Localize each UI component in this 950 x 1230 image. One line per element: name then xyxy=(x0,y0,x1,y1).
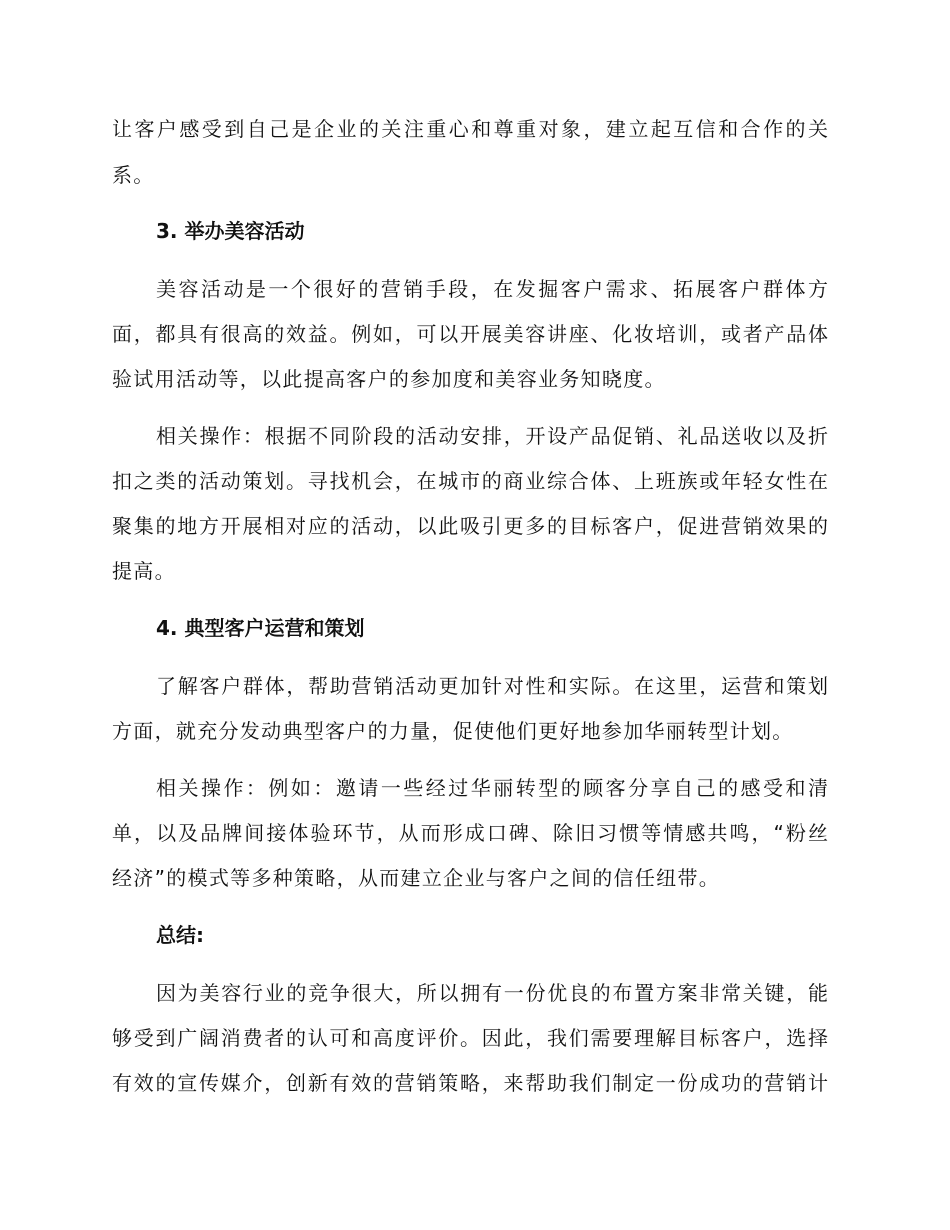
paragraph-line: 提高。 xyxy=(112,559,176,583)
paragraph-line: 方面，就充分发动典型客户的力量，促使他们更好地参加华丽转型计划。 xyxy=(112,719,794,743)
section-heading-3: 3. 举办美容活动 xyxy=(156,219,305,243)
paragraph-line: 聚集的地方开展相对应的活动，以此吸引更多的目标客户，促进营销效果的 xyxy=(112,514,828,538)
paragraph-line: 单，以及品牌间接体验环节，从而形成口碑、除旧习惯等情感共鸣，“粉丝 xyxy=(112,821,828,845)
paragraph-line: 经济”的模式等多种策略，从而建立企业与客户之间的信任纽带。 xyxy=(112,866,721,890)
paragraph-line: 系。 xyxy=(112,163,155,187)
section-heading-4: 4. 典型客户运营和策划 xyxy=(156,616,365,640)
paragraph-line: 了解客户群体，帮助营销活动更加针对性和实际。在这里，运营和策划 xyxy=(156,674,828,698)
paragraph-line: 有效的宣传媒介，创新有效的营销策略，来帮助我们制定一份成功的营销计 xyxy=(112,1071,828,1095)
paragraph-line: 让客户感受到自己是企业的关注重心和尊重对象，建立起互信和合作的关 xyxy=(112,117,828,141)
paragraph-line: 面，都具有很高的效益。例如，可以开展美容讲座、化妆培训，或者产品体 xyxy=(112,322,828,346)
paragraph-line: 验试用活动等，以此提高客户的参加度和美容业务知晓度。 xyxy=(112,367,666,391)
paragraph-line: 相关操作：根据不同阶段的活动安排，开设产品促销、礼品送收以及折 xyxy=(156,424,828,448)
summary-heading: 总结: xyxy=(156,923,204,947)
paragraph-line: 扣之类的活动策划。寻找机会，在城市的商业综合体、上班族或年轻女性在 xyxy=(112,469,828,493)
paragraph-line: 因为美容行业的竞争很大，所以拥有一份优良的布置方案非常关键，能 xyxy=(156,981,828,1005)
paragraph-line: 够受到广阔消费者的认可和高度评价。因此，我们需要理解目标客户，选择 xyxy=(112,1026,828,1050)
paragraph-line: 美容活动是一个很好的营销手段，在发掘客户需求、拓展客户群体方 xyxy=(156,277,828,301)
paragraph-line: 相关操作：例如：邀请一些经过华丽转型的顾客分享自己的感受和清 xyxy=(156,776,828,800)
